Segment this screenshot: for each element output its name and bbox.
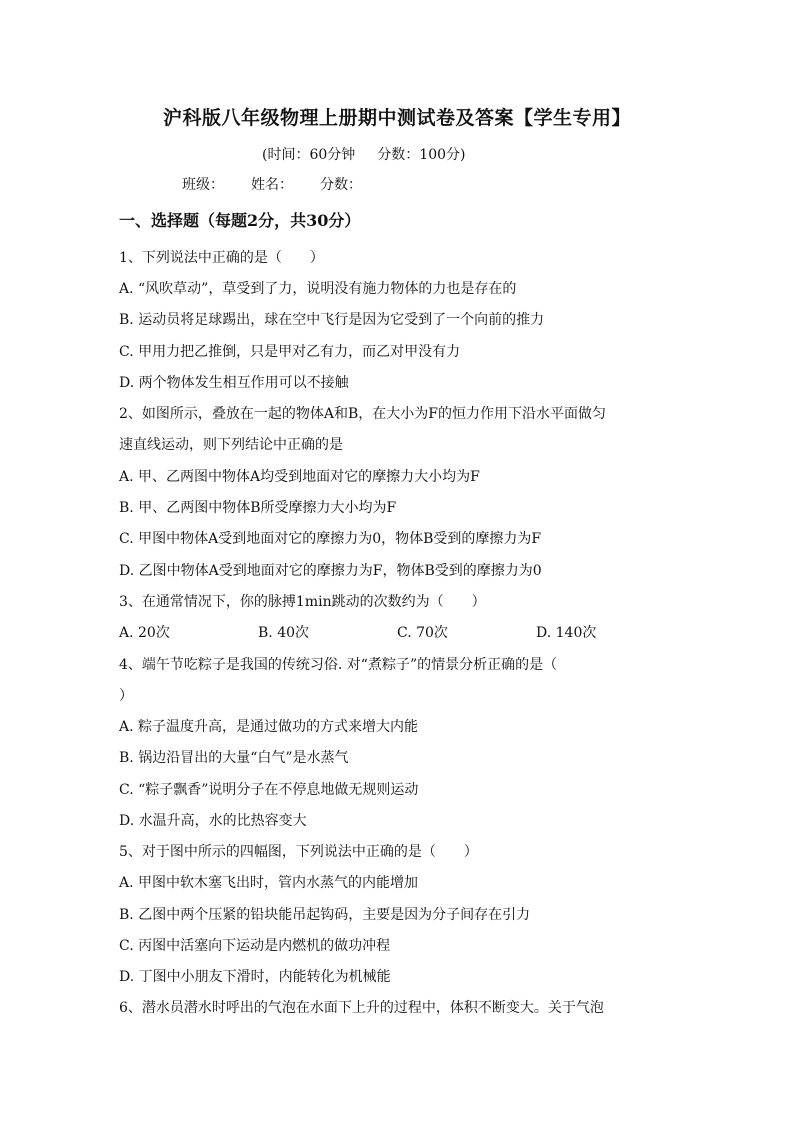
section-heading: 一、选择题（每题2分，共30分）: [119, 211, 361, 230]
question-3-option-a: A. 20次: [119, 625, 170, 641]
question-2-option-d: D. 乙图中物体A受到地面对它的摩擦力为F，物体B受到的摩擦力为0: [119, 563, 542, 579]
student-info: [182, 174, 389, 194]
name-label: 姓名：: [251, 177, 293, 193]
exam-time: (时间：60分钟: [262, 147, 356, 163]
question-5-stem: 5、对于图中所示的四幅图，下列说法中正确的是（ ）: [119, 844, 478, 860]
exam-total-score: 分数：100分): [377, 147, 466, 163]
question-2-option-b: B. 甲、乙两图中物体B所受摩擦力大小均为F: [119, 500, 397, 516]
question-1-option-a: A. “风吹草动”，草受到了力，说明没有施力物体的力也是存在的: [119, 281, 517, 297]
question-5-option-d: D. 丁图中小朋友下滑时，内能转化为机械能: [119, 969, 391, 985]
page-title: 沪科版八年级物理上册期中测试卷及答案【学生专用】: [162, 107, 631, 129]
question-4-stem: 4、端午节吃粽子是我国的传统习俗. 对“煮粽子”的情景分析正确的是（: [119, 657, 558, 673]
question-2-stem: 2、如图所示，叠放在一起的物体A和B，在大小为F的恒力作用下沿水平面做匀: [119, 406, 607, 422]
question-6-stem: 6、潜水员潜水时呼出的气泡在水面下上升的过程中，体积不断变大。关于气泡: [119, 1000, 604, 1016]
question-3-option-d: D. 140次: [536, 625, 597, 641]
question-5-option-c: C. 丙图中活塞向下运动是内燃机的做功冲程: [119, 938, 391, 954]
question-3-option-c: C. 70次: [397, 625, 448, 641]
score-label: 分数：: [320, 177, 362, 193]
question-1-option-c: C. 甲用力把乙推倒，只是甲对乙有力，而乙对甲没有力: [119, 344, 461, 360]
question-4-option-b: B. 锅边沿冒出的大量“白气”是水蒸气: [119, 750, 349, 766]
question-3-option-b: B. 40次: [258, 625, 310, 641]
question-4-stem-cont: ）: [119, 688, 133, 704]
question-1-stem: 1、下列说法中正确的是（ ）: [119, 250, 324, 266]
question-2-stem-cont: 速直线运动，则下列结论中正确的是: [119, 437, 343, 453]
question-5-option-a: A. 甲图中软木塞飞出时，管内水蒸气的内能增加: [119, 875, 419, 891]
exam-meta: [262, 144, 487, 164]
question-2-option-a: A. 甲、乙两图中物体A均受到地面对它的摩擦力大小均为F: [119, 469, 480, 485]
question-5-option-b: B. 乙图中两个压紧的铅块能吊起钩码，主要是因为分子间存在引力: [119, 907, 531, 923]
question-2-option-c: C. 甲图中物体A受到地面对它的摩擦力为0，物体B受到的摩擦力为F: [119, 531, 542, 547]
class-label: 班级：: [182, 177, 224, 193]
question-3-stem: 3、在通常情况下，你的脉搏1min跳动的次数约为（ ）: [119, 594, 486, 610]
question-1-option-d: D. 两个物体发生相互作用可以不接触: [119, 375, 349, 391]
question-4-option-a: A. 粽子温度升高，是通过做功的方式来增大内能: [119, 719, 419, 735]
question-4-option-d: D. 水温升高，水的比热容变大: [119, 813, 307, 829]
question-4-option-c: C. “粽子飘香”说明分子在不停息地做无规则运动: [119, 782, 419, 798]
question-3-options: [119, 622, 675, 642]
question-1-option-b: B. 运动员将足球踢出，球在空中飞行是因为它受到了一个向前的推力: [119, 312, 545, 328]
